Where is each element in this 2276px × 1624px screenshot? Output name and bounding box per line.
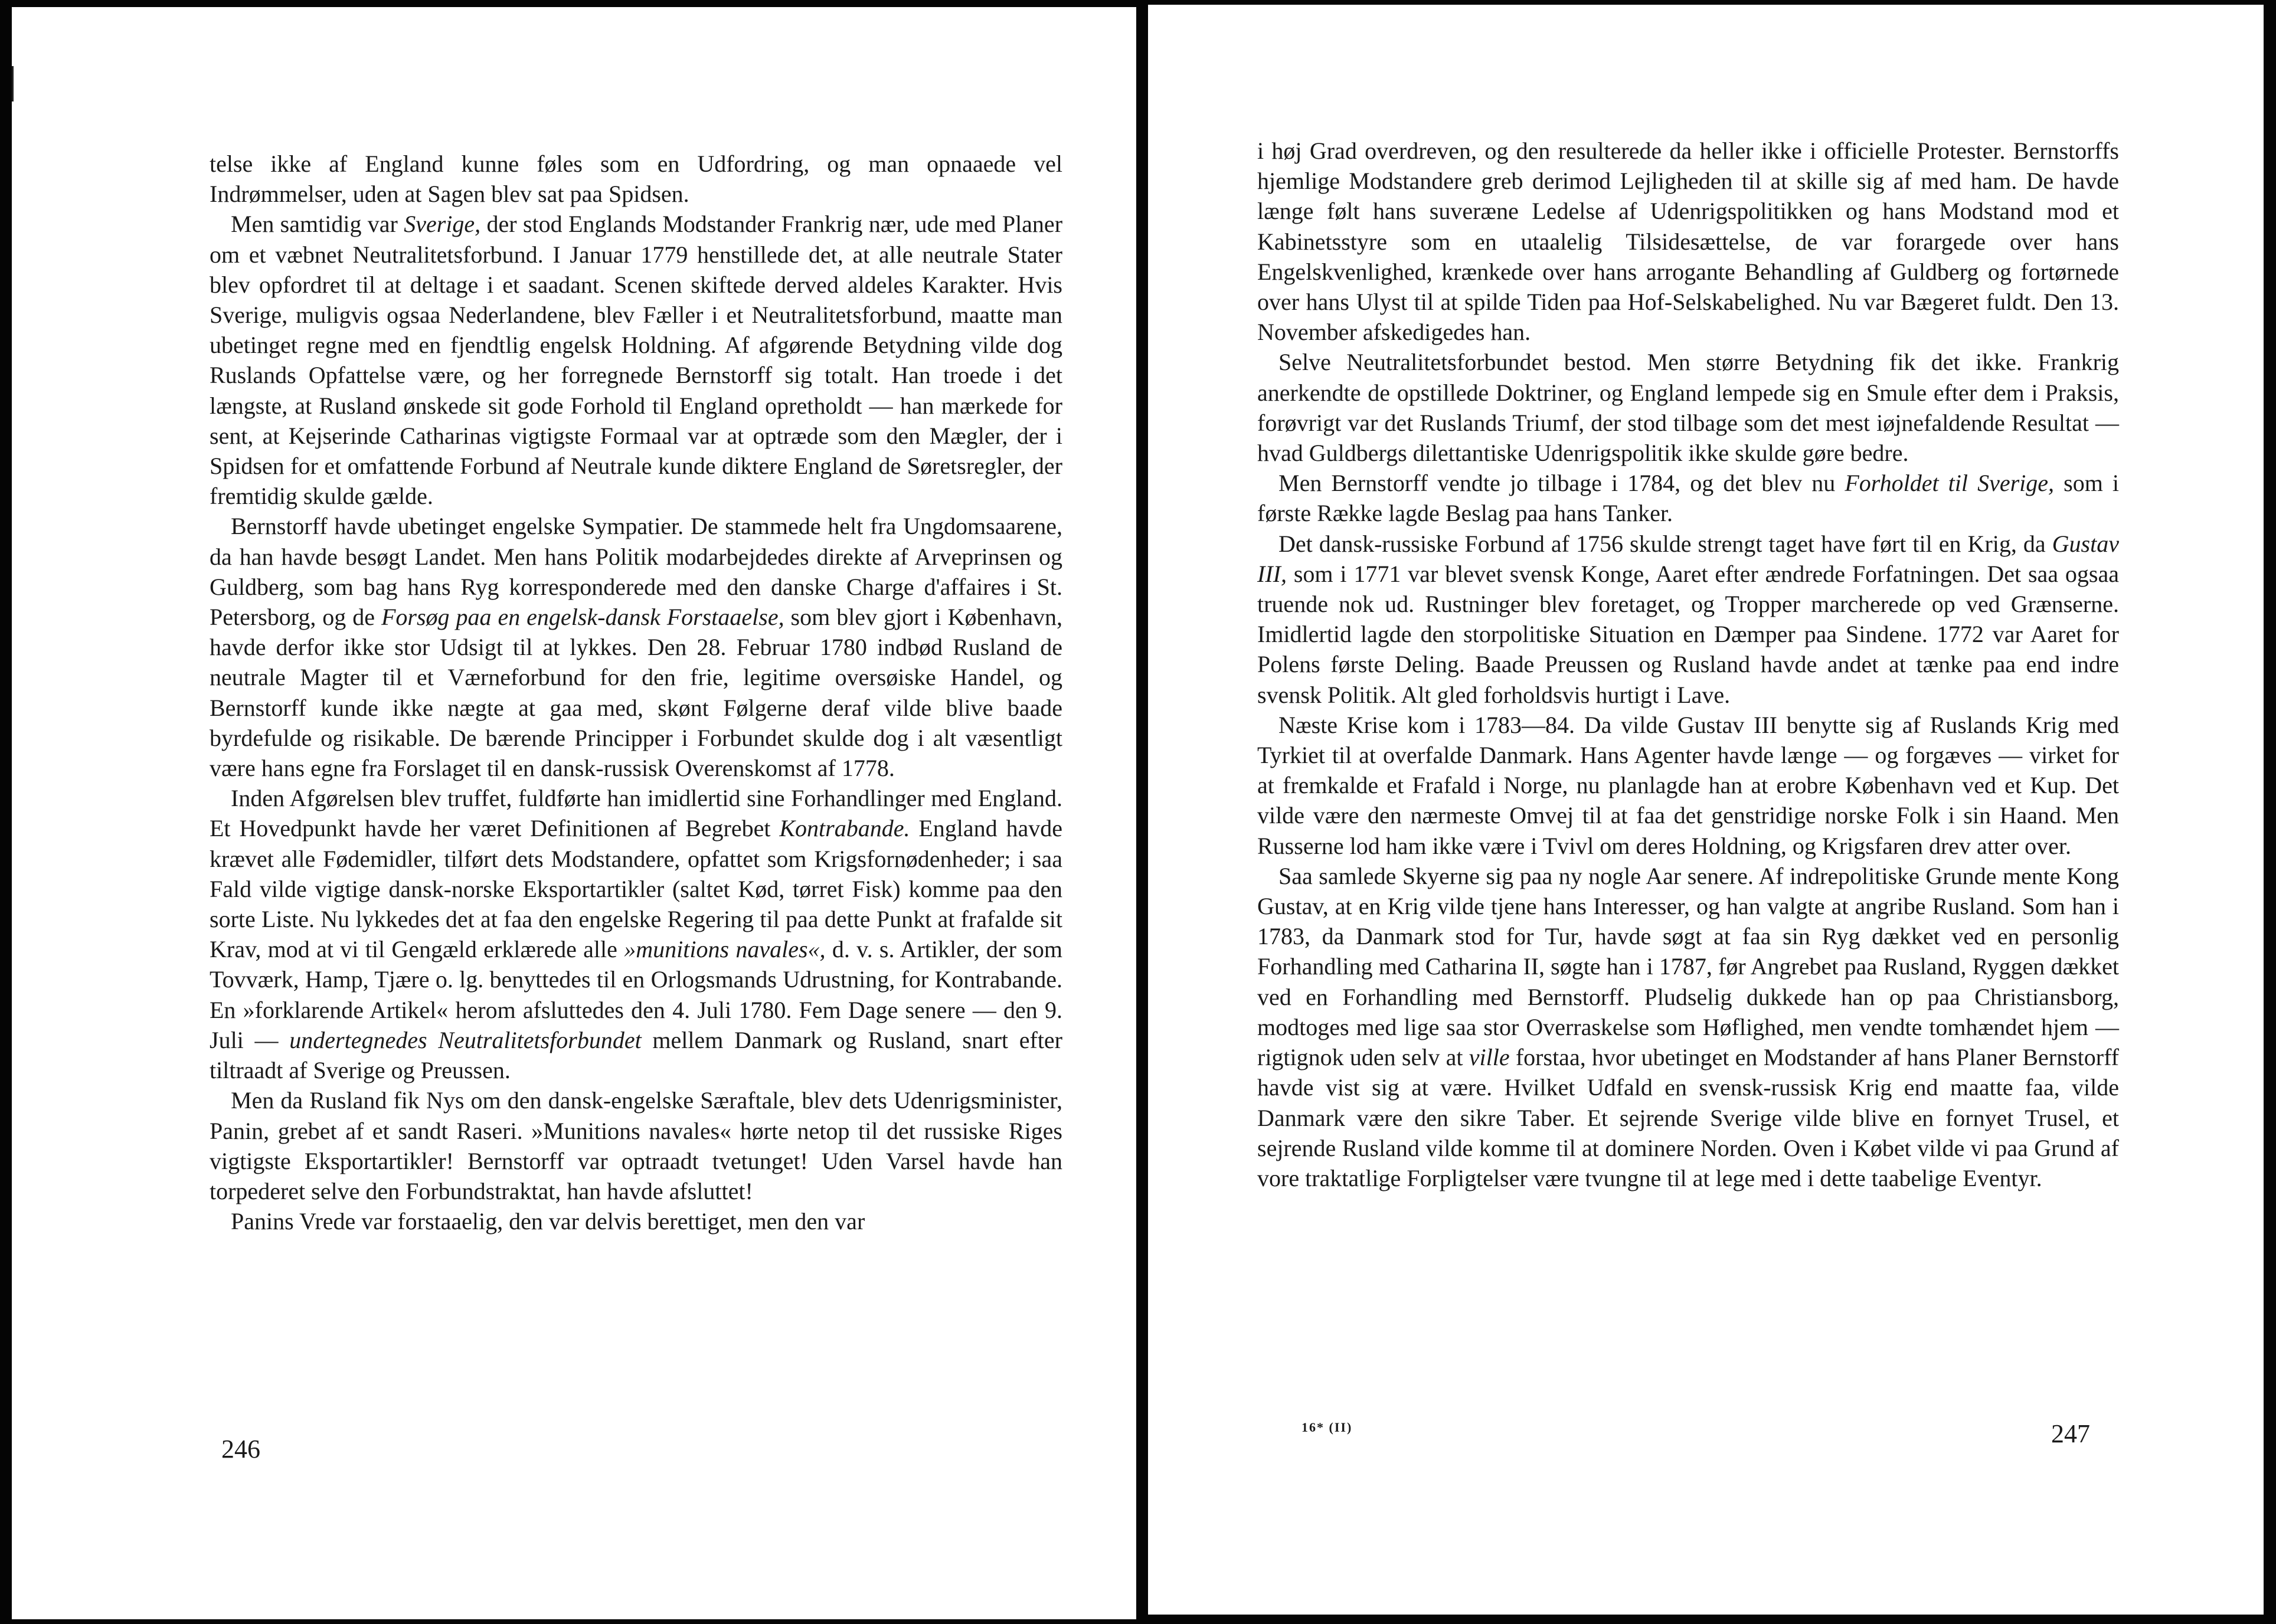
paragraph: Bernstorff havde ubetinget engelske Sympatier. De stammede helt fra Ungdomsaarene, da han havde besøgt Landet. Men hans Politik modarbejdedes direkte af Arveprinsen og Guldberg, som bag hans Ryg korresponderede med den danske Charge d'affaires i St. Petersborg, og de Forsøg paa en engelsk-dansk Forstaaelse, som blev gjort i København, havde derfor ikke stor Udsigt til at lykkes. Den 28. Februar 1780 indbød Rusland de neutrale Magter til et Værneforbund for den frie, legitime oversøiske Handel, og Bernstorff kunde ikke nægte at gaa med, skønt Følgerne deraf vilde blive baade byrdefulde og risikable. De bærende Principper i Forbundet skulde dog i alt væsentligt være hans egne fra Forslaget til en dansk-russisk Overenskomst af 1778. <box>210 513 1062 782</box>
right-page-text <box>1257 136 2119 1193</box>
paragraph: Men Bernstorff vendte jo tilbage i 1784, og det blev nu Forholdet til Sverige, som i første Række lagde Beslag paa hans Tanker. <box>1257 470 2120 527</box>
right-page <box>1148 5 2264 1615</box>
paragraph: i høj Grad overdreven, og den resulterede da heller ikke i officielle Protester. Bernstorffs hjemlige Modstandere greb derimod Lejligheden til at skille sig af med ham. De havde længe følt hans suveræne Ledelse af Udenrigspolitikken og hans Modstand mod et Kabinetsstyre som en utaalelig Tilsidesættelse, de var forargede over hans Engelskvenlighed, krænkede over hans arrogante Behandling af Guldberg og fortørnede over hans Ulyst til at spilde Tiden paa Hof-Selskabelighed. Nu var Bægeret fuldt. Den 13. November afskedigedes han. <box>1257 137 2119 346</box>
paragraph: Panins Vrede var forstaaelig, den var delvis berettiget, men den var <box>231 1208 865 1235</box>
paragraph: Det dansk-russiske Forbund af 1756 skulde strengt taget have ført til en Krig, da Gustav III, som i 1771 var blevet svensk Konge, Aaret efter ændrede Forfatningen. Det saa ogsaa truende nok ud. Rustninger blev foretaget, og Tropper marcherede op ved Grænserne. Imidlertid lagde den storpolitiske Situation en Dæmper paa Sindene. 1772 var Aaret for Polens første Deling. Baade Preussen og Rusland havde andet at tænke paa end indre svensk Politik. Alt gled forholdsvis hurtigt i Lave. <box>1257 530 2119 708</box>
paragraph: telse ikke af England kunne føles som en Udfordring, og man opnaaede vel Indrømmelser, uden at Sagen blev sat paa Spidsen. <box>210 150 1062 208</box>
paragraph: Selve Neutralitetsforbundet bestod. Men større Betydning fik det ikke. Frankrig anerkendte de opstillede Doktriner, og England lempede sig en Smule efter dem i Praksis, forøvrigt var det Ruslands Triumf, der stod tilbage som det mest iøjnefaldende Resultat — hvad Guldbergs dilettantiske Udenrigspolitik ikke skulde gøre bedre. <box>1257 349 2119 467</box>
signature-mark: 16* (II) <box>1301 1420 1353 1435</box>
paragraph: Inden Afgørelsen blev truffet, fuldførte han imidlertid sine Forhandlinger med England. Et Hovedpunkt havde her været Definitionen af Begrebet Kontrabande. England havde krævet alle Fødemidler, tilført dets Modstandere, opfattet som Krigsfornødenheder; i saa Fald vilde vigtige dansk-norske Eksportartikler (saltet Kød, tørret Fisk) komme paa den sorte Liste. Nu lykkedes det at faa den engelske Regering til paa dette Punkt at frafalde sit Krav, mod at vi til Gengæld erklærede alle »munitions navales«, d. v. s. Artikler, der som Tovværk, Hamp, Tjære o. lg. benyttedes til en Orlogsmands Udrustning, for Kontrabande. En »forklarende Artikel« herom afsluttedes den 4. Juli 1780. Fem Dage senere — den 9. Juli — undertegnedes Neutralitetsforbundet mellem Danmark og Rusland, snart efter tiltraadt af Sverige og Preussen. <box>210 785 1063 1084</box>
page-number-right: 247 <box>2051 1419 2090 1448</box>
paragraph: Næste Krise kom i 1783—84. Da vilde Gustav III benytte sig af Ruslands Krig med Tyrkiet til at overfalde Danmark. Hans Agenter havde længe — og forgæves — virket for at fremkalde et Frafald i Norge, nu planlagde han at erobre København ved et Kup. Det vilde være den nærmeste Omvej til at faa det genstridige norske Folk i sin Haand. Men Russerne lod ham ikke være i Tvivl om deres Holdning, og Krigsfaren drev atter over. <box>1257 711 2119 859</box>
binding-mark <box>12 66 36 102</box>
left-page <box>12 7 1136 1619</box>
paragraph: Men samtidig var Sverige, der stod Englands Modstander Frankrig nær, ude med Planer om et væbnet Neutralitetsforbund. I Januar 1779 henstillede det, at alle neutrale Stater blev opfordret til at deltage i et saadant. Scenen skiftede derved aldeles Karakter. Hvis Sverige, muligvis ogsaa Nederlandene, blev Fæller i et Neutralitetsforbund, maatte man ubetinget regne med en fjendtlig engelsk Holdning. Af afgørende Betydning vilde dog Ruslands Opfattelse være, og her forregnede Bernstorff sig totalt. Han troede i det længste, at Rusland ønskede sit gode Forhold til England opretholdt — han mærkede for sent, at Kejserinde Catharinas vigtigste Formaal var at optræde som den Mægler, der i Spidsen for et omfattende Forbund af Neutrale kunde diktere England de Søretsregler, der fremtidig skulde gælde. <box>210 211 1063 510</box>
left-page-text <box>210 149 1062 1236</box>
paragraph: Saa samlede Skyerne sig paa ny nogle Aar senere. Af indrepolitiske Grunde mente Kong Gustav, at en Krig vilde tjene hans Interesser, og han valgte at angribe Rusland. Som han i 1783, da Danmark stod for Tur, havde søgt at faa sin Ryg dækket ved en personlig Forhandling med Catharina II, søgte han i 1787, før Angrebet paa Rusland, Ryggen dækket ved en Forhandling med Bernstorff. Pludselig dukkede han op paa Christiansborg, modtoges med lige saa stor Overraskelse som Høflighed, men vendte tomhændet hjem — rigtignok uden selv at ville forstaa, hvor ubetinget en Modstander af hans Planer Bernstorff havde vist sig at være. Hvilket Udfald en svensk-russisk Krig end maatte faa, vilde Danmark være den sikre Taber. Et sejrende Sverige vilde blive en fornyet Trusel, et sejrende Rusland vilde komme til at dominere Norden. Oven i Købet vilde vi paa Grund af vore traktatlige Forpligtelser være tvungne til at lege med i dette taabelige Eventyr. <box>1257 862 2120 1191</box>
page-number-left: 246 <box>221 1435 260 1463</box>
paragraph: Men da Rusland fik Nys om den dansk-engelske Særaftale, blev dets Udenrigsminister, Panin, grebet af et sandt Raseri. »Munitions navales« hørte netop til det russiske Riges vigtigste Eksportartikler! Bernstorff var optraadt tvetunget! Uden Varsel havde han torpederet selve den Forbundstraktat, han havde afsluttet! <box>210 1087 1062 1204</box>
